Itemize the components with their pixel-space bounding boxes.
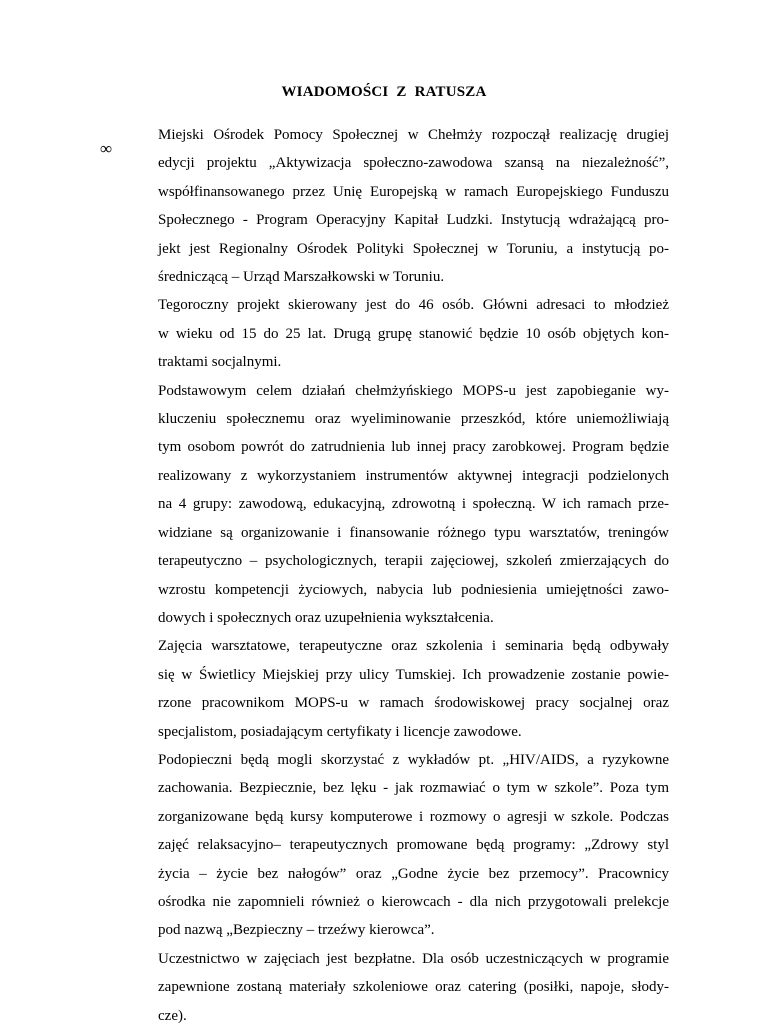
text-line: tym osobom powrót do zatrudnienia lub innej pracy zarobkowej. Program będzie	[158, 439, 669, 456]
text-line: widziane są organizowanie i finansowanie różnego typu warsztatów, treningów	[158, 524, 669, 541]
text-line: zajęć relaksacyjno– terapeutycznych promowane będą programy: „Zdrowy styl	[158, 837, 669, 854]
text-line: edycji projektu „Aktywizacja społeczno-zawodowa szansą na niezależność”,	[158, 155, 669, 172]
text-line: traktami socjalnymi.	[158, 354, 282, 371]
article-paragraph	[158, 291, 669, 376]
text-line: Podstawowym celem działań chełmżyńskiego MOPS-u jest zapobieganie wy-	[158, 382, 669, 399]
text-line: zachowania. Bezpiecznie, bez lęku - jak rozmawiać o tym w szkole”. Poza tym	[158, 780, 669, 797]
text-line: pod nazwą „Bezpieczny – trzeźwy kierowca”.	[158, 922, 435, 939]
text-line: Uczestnictwo w zajęciach jest bezpłatne. Dla osób uczestniczących w programie	[158, 950, 669, 967]
article-body	[158, 121, 669, 1030]
text-line: wzrostu kompetencji życiowych, nabycia lub podniesienia umiejętności zawo-	[158, 581, 669, 598]
text-line: się w Świetlicy Miejskiej przy ulicy Tumskiej. Ich prowadzenie zostanie powie-	[158, 666, 669, 683]
text-line: Tegoroczny projekt skierowany jest do 46 osób. Główni adresaci to młodzież	[158, 297, 669, 314]
page-title: WIADOMOŚCI Z RATUSZA	[281, 84, 487, 100]
text-line: w wieku od 15 do 25 lat. Drugą grupę stanowić będzie 10 osób objętych kon-	[158, 325, 669, 342]
article-paragraph	[158, 377, 669, 633]
text-line: Zajęcia warsztatowe, terapeutyczne oraz szkolenia i seminaria będą odbywały	[158, 638, 669, 655]
text-line: jekt jest Regionalny Ośrodek Polityki Społecznej w Toruniu, a instytucją po-	[158, 240, 669, 257]
text-line: zorganizowane będą kursy komputerowe i rozmowy o agresji w szkole. Podczas	[158, 808, 669, 825]
article-paragraph	[158, 121, 669, 291]
text-line: rzone pracownikom MOPS-u w ramach środowiskowej pracy socjalnej oraz	[158, 695, 669, 712]
text-line: specjalistom, posiadającym certyfikaty i licencje zawodowe.	[158, 723, 522, 740]
text-line: kluczeniu społecznemu oraz wyeliminowanie przeszkód, które uniemożliwiają	[158, 411, 669, 428]
text-line: zapewnione zostaną materiały szkoleniowe oraz catering (posiłki, napoje, słody-	[158, 979, 669, 996]
text-line: Podopieczni będą mogli skorzystać z wykładów pt. „HIV/AIDS, a ryzykowne	[158, 751, 669, 768]
text-line: Miejski Ośrodek Pomocy Społecznej w Chełmży rozpoczął realizację drugiej	[158, 127, 669, 143]
text-line: ośrodka nie zapomnieli również o kierowcach - dla nich przygotowali prelekcje	[158, 893, 669, 910]
text-line: życia – życie bez nałogów” oraz „Godne życie bez przemocy”. Pracownicy	[158, 865, 669, 882]
text-line: średniczącą – Urząd Marszałkowski w Toruniu.	[158, 269, 445, 286]
text-line: dowych i społecznych oraz uzupełnienia wykształcenia.	[158, 609, 494, 626]
article-paragraph	[158, 632, 669, 746]
text-line: terapeutyczno – psychologicznych, terapii zajęciowej, szkoleń zmierzających do	[158, 553, 669, 570]
article-paragraph	[158, 746, 669, 945]
text-line: cze).	[158, 1007, 187, 1024]
infinity-bullet-icon: ∞	[100, 139, 113, 158]
text-line: Społecznego - Program Operacyjny Kapitał Ludzki. Instytucją wdrażającą pro-	[158, 212, 669, 229]
text-line: współfinansowanego przez Unię Europejską w ramach Europejskiego Funduszu	[158, 183, 669, 200]
text-line: realizowany z wykorzystaniem instrumentów aktywnej integracji podzielonych	[158, 467, 669, 484]
text-line: na 4 grupy: zawodową, edukacyjną, zdrowotną i społeczną. W ich ramach prze-	[158, 496, 669, 513]
article-paragraph	[158, 945, 669, 1030]
